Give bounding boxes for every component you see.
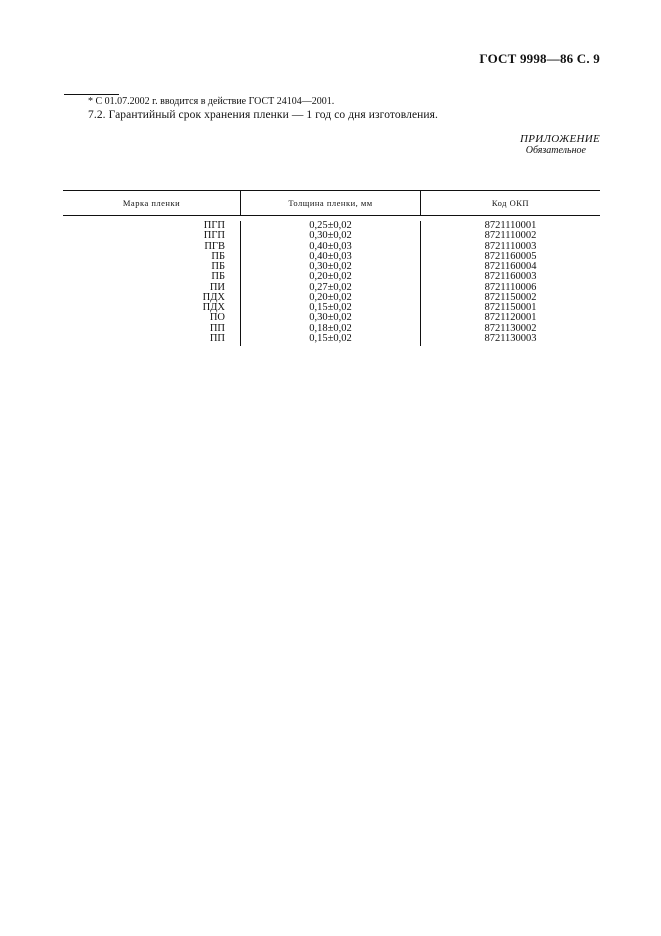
- header-grade: Марка пленки: [122, 198, 181, 208]
- thickness-cell: 0,30±0,02: [309, 261, 352, 272]
- grade-cell: ПДХ: [202, 302, 225, 313]
- okp-code-cell: 8721110001: [484, 220, 537, 231]
- okp-code-cell: 8721130003: [484, 332, 537, 344]
- thickness-cell: 0,40±0,03: [309, 250, 352, 262]
- grade-cell: ПП: [209, 322, 225, 334]
- grade-cell: ПДХ: [202, 291, 225, 303]
- grade-cell: ПГВ: [204, 240, 225, 252]
- grade-cell: ПБ: [211, 271, 225, 283]
- okp-code-cell: 8721110006: [484, 281, 537, 293]
- grade-cell: ПГП: [203, 230, 225, 242]
- thickness-cell: 0,40±0,03: [309, 240, 352, 252]
- grade-cell: ПП: [209, 332, 225, 344]
- okp-code-column: [420, 221, 600, 346]
- film-grades-table: [63, 190, 600, 346]
- okp-code-cell: 8721160003: [484, 271, 537, 283]
- clause-7-2: 7.2. Гарантийный срок хранения пленки — 1 год со дня изготовления.: [88, 109, 439, 121]
- thickness-cell: 0,18±0,02: [309, 322, 352, 334]
- grade-cell: ПБ: [211, 261, 225, 272]
- okp-code-cell: 8721160004: [484, 261, 537, 272]
- okp-code-cell: 8721110002: [484, 230, 537, 242]
- grade-cell: ПБ: [211, 250, 225, 262]
- grade-cell: ПИ: [209, 281, 225, 293]
- okp-code-cell: 8721110003: [484, 240, 537, 252]
- thickness-cell: 0,30±0,02: [309, 312, 352, 324]
- thickness-cell: 0,27±0,02: [309, 281, 352, 293]
- footnote-divider: [64, 94, 119, 95]
- thickness-cell: 0,20±0,02: [309, 291, 352, 303]
- thickness-cell: 0,25±0,02: [309, 220, 352, 231]
- page-header: ГОСТ 9998—86 С. 9: [479, 51, 600, 66]
- thickness-cell: 0,15±0,02: [309, 302, 352, 313]
- grade-cell: ПГП: [203, 220, 225, 231]
- appendix-title: ПРИЛОЖЕНИЕ: [520, 133, 600, 145]
- thickness-cell: 0,15±0,02: [309, 332, 352, 344]
- thickness-column: [240, 221, 420, 346]
- appendix-subtitle: Обязательное: [525, 145, 586, 156]
- okp-code-cell: 8721130002: [484, 322, 537, 334]
- grade-column: [63, 221, 240, 346]
- header-thickness: Толщина пленки, мм: [240, 191, 420, 215]
- table-body: [63, 216, 600, 346]
- okp-code-cell: 8721120001: [484, 312, 537, 324]
- header-okp-code: Код ОКП: [420, 191, 600, 215]
- table-header-row: [63, 191, 600, 216]
- footnote: * С 01.07.2002 г. вводится в действие ГОСТ 24104—2001.: [88, 96, 335, 107]
- thickness-cell: 0,30±0,02: [309, 230, 352, 242]
- okp-code-cell: 8721150001: [484, 302, 537, 313]
- okp-code-cell: 8721150002: [484, 291, 537, 303]
- okp-code-cell: 8721160005: [484, 250, 537, 262]
- grade-cell: ПО: [209, 312, 225, 324]
- thickness-cell: 0,20±0,02: [309, 271, 352, 283]
